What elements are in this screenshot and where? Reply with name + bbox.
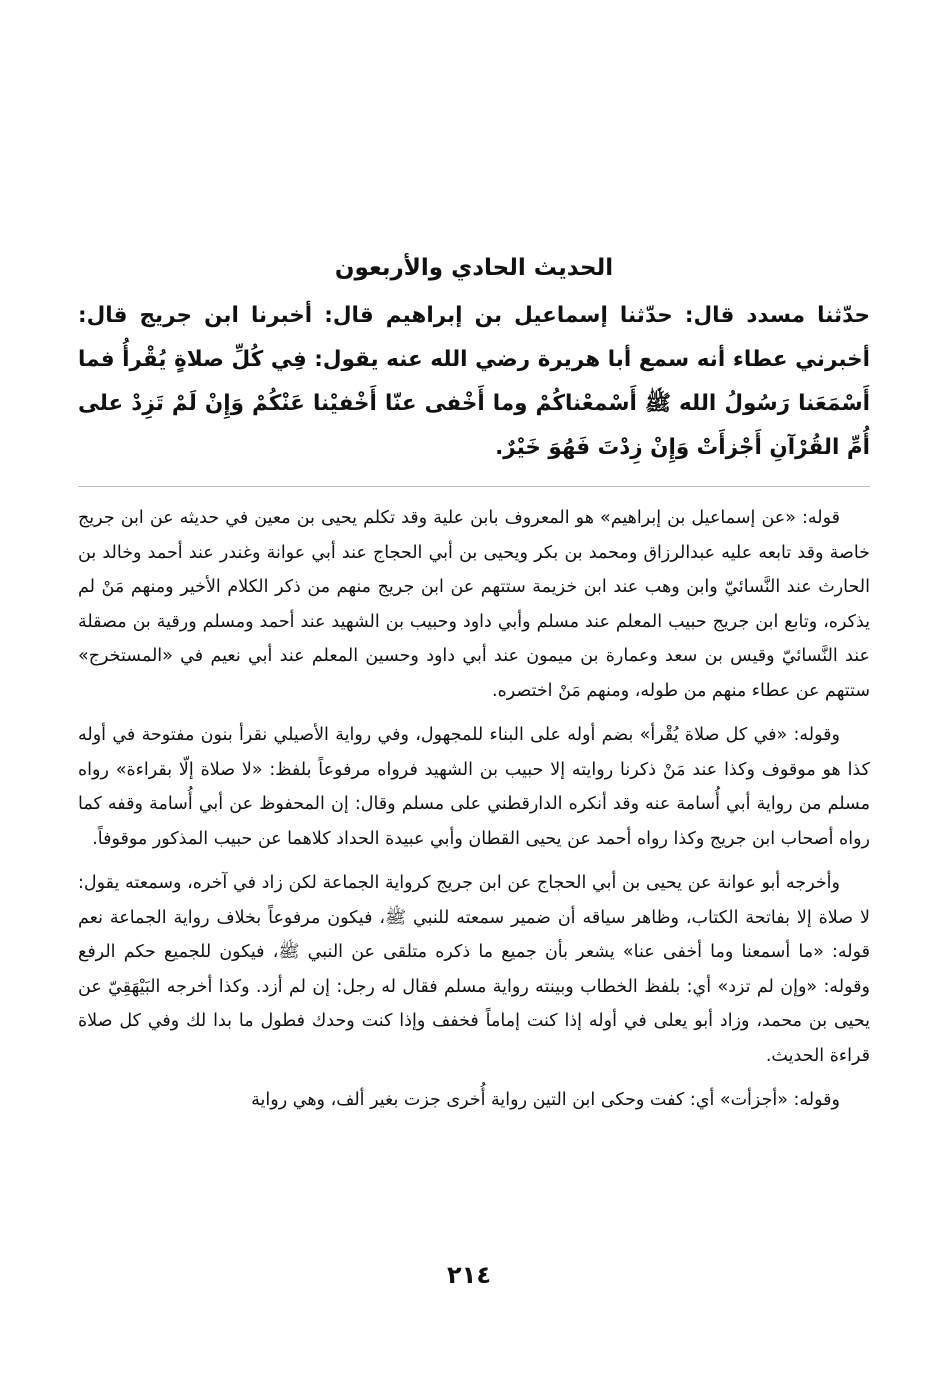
page-content [78, 248, 870, 1128]
section-divider [78, 486, 870, 487]
hadith-heading: الحديث الحادي والأربعون [334, 255, 614, 281]
commentary-paragraph-2: وقوله: «في كل صلاة يُقْرأ» بضم أوله على البناء للمجهول، وفي رواية الأصيلي نقرأ بنون مفتوحة في أوله كذا هو موقوف وكذا عند مَنْ ذكرنا روايته إلا حبيب بن الشهيد فرواه مرفوعاً بلفظ: «لا صلاة إلّا بقراءة» رواه مسلم من رواية أبي أُسامة عنه وقد أنكره الدارقطني على مسلم وقال: إن المحفوظ عن أبي أُسامة وقفه كما رواه أصحاب ابن جريج وكذا رواه أحمد عن يحيى القطان وأبي عبيدة الحداد كلاهما عن حبيب المذكور موقوفاً. [78, 725, 870, 849]
commentary-paragraph-4: وقوله: «أجزأت» أي: كفت وحكى ابن التين رواية أُخرى جزت بغير ألف، وهي رواية [251, 1090, 840, 1110]
commentary-paragraph-3: وأخرجه أبو عوانة عن يحيى بن أبي الحجاج عن ابن جريج كرواية الجماعة لكن زاد في آخره، وسمعته يقول: لا صلاة إلا بفاتحة الكتاب، وظاهر سياقه أن ضمير سمعته للنبي ﷺ، فيكون مرفوعاً بخلاف رواية الجماعة نعم قوله: «ما أسمعنا وما أخفى عنا» يشعر بأن جميع ما ذكره متلقى عن النبي ﷺ، فيكون للجميع حكم الرفع وقوله: «وإن لم تزد» أي: بلفظ الخطاب وبينته رواية مسلم فقال له رجل: إن لم أزد. وكذا أخرجه البَيْهَقِيّ عن يحيى بن محمد، وزاد أبو يعلى في أوله إذا كنت إماماً فخفف وإذا كنت وحدك فطول ما بدا لك وفي كل صلاة قراءة الحديث. [78, 873, 870, 1066]
hadith-text: حدّثنا مسدد قال: حدّثنا إسماعيل بن إبراهيم قال: أخبرنا ابن جريج قال: أخبرني عطاء أنه سمع أبا هريرة رضي الله عنه يقول: فِي كُلِّ صلاةٍ يُقْرأُ فما أَسْمَعَنا رَسُولُ الله ﷺ أَسْمعْناكُمْ وما أَخْفى عنّا أَخْفيْنا عَنْكُمْ وَإِنْ لَمْ تَزِدْ على أُمِّ القُرْآنِ أَجْزأَتْ وَإِنْ زِدْتَ فَهُوَ خَيْرٌ. [78, 303, 870, 460]
commentary-paragraph-1: قوله: «عن إسماعيل بن إبراهيم» هو المعروف بابن علية وقد تكلم يحيى بن معين في حديثه عن ابن جريج خاصة وقد تابعه عليه عبدالرزاق ومحمد بن بكر ويحيى بن أبي الحجاج عند أبي عوانة وغندر عند أحمد وخالد بن الحارث عند النَّسائيّ وابن وهب عند ابن خزيمة ستتهم عن ابن جريج منهم من ذكر الكلام الأخير ومنهم مَنْ لم يذكره، وتابع ابن جريج حبيب المعلم عند مسلم وأبي داود وحبيب بن الشهيد عند أحمد ومسلم ورقية بن مصقلة عند النَّسائيّ وقيس بن سعد وعمارة بن ميمون عند أبي داود وحسين المعلم عند أبي نعيم في «المستخرج» ستتهم عن عطاء منهم من طوله، ومنهم مَنْ اختصره. [78, 508, 870, 701]
page-number: ٢١٤ [447, 1261, 491, 1289]
